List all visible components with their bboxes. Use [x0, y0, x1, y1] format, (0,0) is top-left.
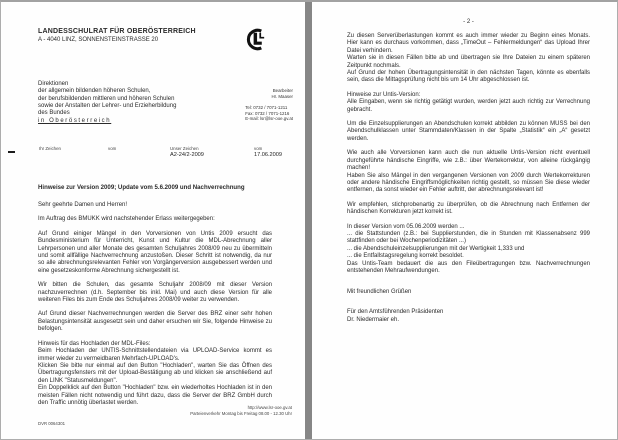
contact-bearbeiter — [245, 88, 293, 99]
recipient-line: Direktionen — [38, 81, 69, 87]
sender-header — [38, 28, 196, 43]
paragraph: Beim Hochladen der UNTIS-Schnittstellendateien via UPLOAD-Service kommt es immer wieder zu vermeidbaren Mehrfach-UPLOAD's. — [38, 348, 272, 362]
paragraph: Das Untis-Team bedauert die aus den Fileübertragungen bzw. Nachverrechnungen entstehenden Mehraufwendungen. — [347, 260, 590, 274]
recipient-line: der allgemein bildenden höheren Schulen, — [38, 88, 151, 95]
page-number: - 2 - — [463, 19, 474, 25]
recipient-block — [38, 81, 176, 126]
upload-hint-block — [38, 341, 272, 408]
manual-correction-block — [347, 150, 590, 194]
paragraph: Klicken Sie bitte nur einmal auf den Button "Hochladen", warten Sie das Öffnen des Übertragungsfensters mit der Upload-Bestätigung ab und klicken sie anschließend auf den LINK "Statusmeldungen". — [38, 362, 272, 384]
server-overload-block — [347, 33, 590, 85]
paragraph: Auf Grund einiger Mängel in den Vorversionen von Untis 2009 ersucht das Bundesministerium für Unterricht, Kunst und Kultur die MDL-Abrechnung aller Lehrpersonen und aller Monate des gesamten Schuljahres 2008/09 neu zu übermitteln und somit allfällige Nachverrechnung anzustoßen. Dieser Schritt ist notwendig, da nur so alle abrechnungsrelevanten Fehler von Vorgängerversion ausgebessert werden und eine gesetzeskonforme Abrechnung sichergestellt ist. — [38, 230, 272, 274]
unser-zeichen-value: A2-24/2-2009 — [170, 152, 204, 158]
salutation: Sehr geehrte Damen und Herren! — [38, 202, 128, 208]
paragraph: Wir empfehlen, stichprobenartig zu überprüfen, ob die Abrechnung nach Entfernen der händischen Korrekturen jetzt korrekt ist. — [347, 201, 590, 216]
letter-page-1 — [2, 3, 304, 439]
recipient-region: in Oberösterreich — [38, 118, 112, 125]
list-item: ... die Stattstunden (z.B.: bei Supplierstunden, die in Stunden mit Klassenabsenz 999 stattfinden oder bei Wochenperiodizitäten ...) — [347, 230, 590, 245]
paragraph: Auf Grund der hohen Übertragungsintensität in den nächsten Tagen, könnte es ebenfalls sein, dass die Mittagsprüfung nicht bis um 14 Uhr abgeschlossen ist. — [347, 70, 590, 84]
contact-fax: Fax: 0732 / 7071-1216 — [245, 110, 290, 116]
contact-tel: Tel: 0732 / 7071-1211 — [245, 105, 288, 111]
paragraph: Ein Doppelklick auf den Button "Hochladen" bzw. ein wiederholtes Hochladen ist in den meisten Fällen nicht notwendig und führt dazu, dass die Server der BRZ GmbH durch den Traffic unnötig überlastet werden. — [38, 385, 272, 406]
contact-details — [245, 105, 293, 122]
footer-contact — [190, 405, 292, 416]
contact-email: E-mail: lsr@lsr-ooe.gv.at — [245, 116, 293, 122]
paragraph: Zu diesen Serverüberlastungen kommt es auch immer wieder zu Beginn eines Monats. Hier kann es durchaus vorkommen, dass „TimeOut – Fehlermeldungen“ das Upload Ihrer Datei verhindern. — [347, 33, 590, 54]
recipient-line: sowie der Anstalten der Lehrer- und Erzieherbildung — [38, 102, 177, 109]
page2-body — [347, 19, 590, 324]
recipient-line: des Bundes — [38, 110, 70, 117]
paragraph: Haben Sie also Mängel in den vergangenen Versionen von 2009 durch Wertekorrekturen oder andere händische Eingriffsmöglichkeiten richtig gestellt, so müssen Sie diese wieder entfernen, da sonst wieder ein Fehler auftritt, der abrechnungsrelevant ist! — [347, 172, 590, 194]
page1-body — [38, 202, 272, 407]
letter-page-2 — [312, 3, 618, 439]
untis-version-hint-block — [347, 92, 590, 114]
reference-line — [2, 146, 304, 162]
subject-line: Hinweise zur Version 2009; Update vom 5.6.2009 und Nachverrechnung — [38, 184, 245, 191]
closing: Mit freundlichen Grüßen — [347, 289, 412, 296]
paragraph: Hinweise zur Untis-Version: — [347, 91, 421, 98]
recipient-line: der berufsbildenden mittleren und höheren Schulen — [38, 95, 175, 102]
footer-dvr: DVR 0064301 — [38, 421, 65, 426]
paragraph: Auf Grund dieser Nachverrechnungen werden die Server des BRZ einer sehr hohen Belastungsintensität ausgesetzt sein und daher ersuchen wir Sie, folgende Hinweise zu befolgen. — [38, 311, 272, 333]
list-item: ... die Entfallstagsregelung korrekt besoldet. — [347, 253, 464, 260]
landesschulrat-logo-icon — [245, 28, 268, 51]
paragraph: Hinweis für das Hochladen der MDL-Files: — [38, 340, 151, 347]
paragraph: Alle Eingaben, wenn sie richtig getätigt wurden, werden jetzt auch richtig zur Verrechnung gebracht. — [347, 99, 590, 113]
signature-line: Dr. Niedermaier eh. — [347, 316, 400, 323]
unser-zeichen-label: Unser Zeichen — [170, 146, 199, 151]
paragraph: In dieser Version vom 05.06.2009 werden ... — [347, 223, 465, 230]
ihr-zeichen-label: Ihr Zeichen — [39, 146, 61, 151]
paragraph: Wie auch alle Vorversionen kann auch die nun aktuelle Untis-Version nicht eventuell durchgeführte händische Eingriffe, wie z.B.: über Wertekorrektur, von alleine rückgängig machen! — [347, 150, 590, 172]
letter-date: 17.06.2009 — [254, 152, 282, 158]
paragraph: Um die Einzelsupplierungen an Abendschulen korrekt abbilden zu können MUSS bei den Abendschulklassen unter Stammdaten/Klassen in der Spalte „Statistik“ ein „A“ gesetzt werden. — [347, 121, 590, 142]
page-divider — [305, 2, 312, 440]
vom-label-1: vom — [108, 146, 117, 151]
contact-block — [245, 88, 293, 122]
signature-block — [347, 309, 590, 324]
paragraph: Im Auftrag des BMUKK wird nachstehender Erlass weitergegeben: — [38, 216, 215, 223]
list-item: ... die Abendschuleinzelsupplierungen mit der Wertigkeit 1,333 und — [347, 245, 525, 252]
paragraph: Warten sie in diesen Fällen bitte ab und übertragen sie Ihre Dateien zu einem späteren Zeitpunkt nochmals. — [347, 55, 590, 69]
footer-url: http://www.lsr-ooe.gv.at — [247, 405, 292, 411]
paragraph: Wir bitten die Schulen, das gesamte Schuljahr 2008/09 mit dieser Version nachzuverrechnen (d.h. September bis inkl. Mai) und auch diese Version für alle weiteren Files bis zum Ende des Schuljahres 2008/09 weiter zu verwenden. — [38, 282, 272, 304]
bearbeiter-name: Hr. Maaser — [271, 93, 293, 99]
sender-name: LANDESSCHULRAT FÜR OBERÖSTERREICH — [38, 28, 196, 35]
sender-address: A - 4040 LINZ, SONNENSTEINSTRASSE 20 — [38, 37, 159, 43]
bearbeiter-label: Bearbeiter — [272, 88, 293, 93]
vom-label-2: vom — [254, 146, 263, 151]
version-changes-block — [347, 224, 590, 276]
footer-office-hours: Parteienverkehr Montag bis Freitag 08.00 - 12.30 Uhr — [190, 410, 292, 416]
signature-line: Für den Amtsführenden Präsidenten — [347, 309, 444, 316]
